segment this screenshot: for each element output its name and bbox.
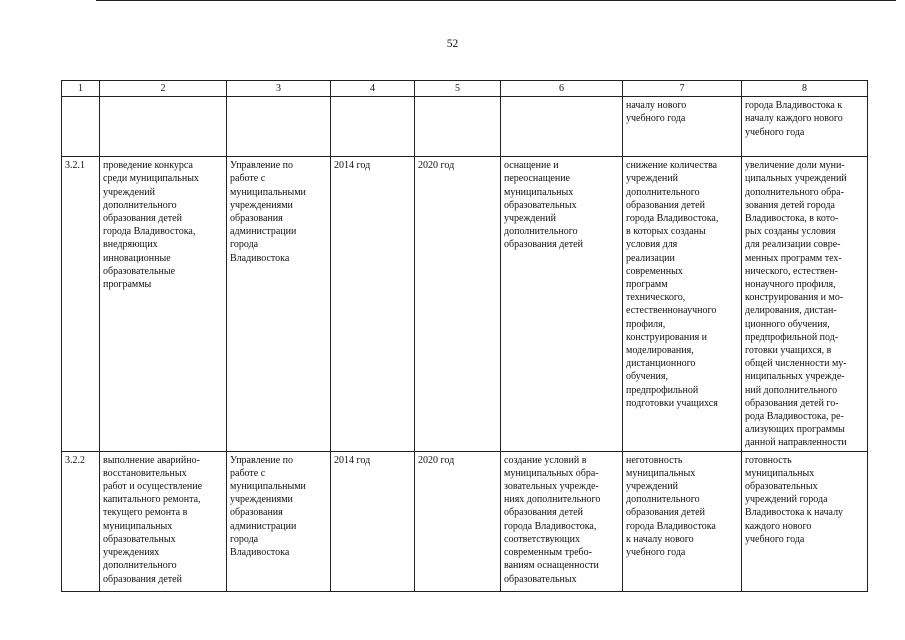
executor-text: Управление по работе с муниципальными учреждениями образования администрации города Владивостока xyxy=(230,160,306,264)
table-cell xyxy=(227,451,331,591)
table-cell xyxy=(623,97,742,157)
table-row xyxy=(62,451,868,591)
table-cell xyxy=(742,97,868,157)
table-cell xyxy=(742,451,868,591)
end-year: 2020 год xyxy=(418,160,455,172)
column-header: 1 xyxy=(62,81,100,97)
indicator-text: города Владивостока к началу каждого нового учебного года xyxy=(745,100,843,138)
table-cell xyxy=(62,451,100,591)
column-header: 7 xyxy=(623,81,742,97)
consequences-text: началу нового учебного года xyxy=(626,100,687,125)
table-cell xyxy=(331,97,415,157)
table-cell xyxy=(501,97,623,157)
end-year: 2020 год xyxy=(418,454,455,466)
column-header: 4 xyxy=(331,81,415,97)
table-cell xyxy=(331,157,415,451)
start-year: 2014 год xyxy=(334,160,371,172)
table-cell xyxy=(415,451,501,591)
result-text: создание условий в муниципальных обра- зовательных учрежде- ниях дополнительного образования детей города Владивостока, соответствующих современным требо- ваниям оснащенности образовательных xyxy=(504,454,601,585)
column-header: 3 xyxy=(227,81,331,97)
row-number: 3.2.2 xyxy=(65,454,85,466)
consequences-text: неготовность муниципальных учреждений дополнительного образования детей города Владивостока к началу нового учебного года xyxy=(626,454,716,559)
table-cell xyxy=(227,157,331,451)
table-cell xyxy=(62,97,100,157)
header-row xyxy=(62,81,868,97)
activity-text: выполнение аварийно- восстановительных работ и осуществление капитального ремонта, текущего ремонта в муниципальных образовательных учреждениях дополнительного образования детей xyxy=(103,454,203,585)
top-rule xyxy=(96,0,896,1)
column-header: 8 xyxy=(742,81,868,97)
table-cell xyxy=(100,97,227,157)
table-cell xyxy=(742,157,868,451)
indicator-text: готовность муниципальных образовательных учреждений города Владивостока к началу каждого нового учебного года xyxy=(745,454,844,545)
column-header: 6 xyxy=(501,81,623,97)
table-cell xyxy=(501,157,623,451)
page-number: 52 xyxy=(446,38,459,50)
table-cell xyxy=(62,157,100,451)
table-cell xyxy=(623,451,742,591)
table-cell xyxy=(415,157,501,451)
consequences-text: снижение количества учреждений дополнительного образования детей города Владивостока, в которых созданы условия для реализации современных программ технического, естественнонаучного профиля, конструирования и моделирования, дистанционного обучения, предпрофильной подготовки учащихся xyxy=(626,160,719,409)
table-cell xyxy=(100,451,227,591)
activity-text: проведение конкурса среди муниципальных учреждений дополнительного образования детей города Владивостока, внедряющих инновационные образовательные программы xyxy=(103,160,199,291)
program-table xyxy=(61,80,868,592)
table-cell xyxy=(227,97,331,157)
indicator-text: увеличение доли муни- ципальных учреждений дополнительного обра- зования детей города Владивостока, в кото- рых созданы условия для реализации совре- менных программ тех- нического, естествен- нонаучного профиля, конструирования и мо- делирования, дистан- ционного обучения, предпрофильной под- готовки учащихся, в общей численности му- ниципальных учрежде- ний дополнительного образования детей го- рода Владивостока, ре- ализующих программы данной направленности xyxy=(745,160,847,449)
table-cell xyxy=(623,157,742,451)
column-header: 2 xyxy=(100,81,227,97)
row-number: 3.2.1 xyxy=(65,160,85,172)
result-text: оснащение и переоснащение муниципальных образовательных учреждений дополнительного образования детей xyxy=(504,160,583,251)
table-cell xyxy=(415,97,501,157)
table-cell xyxy=(331,451,415,591)
start-year: 2014 год xyxy=(334,454,371,466)
table-row xyxy=(62,97,868,157)
column-header: 5 xyxy=(415,81,501,97)
table-row xyxy=(62,157,868,451)
table-cell xyxy=(100,157,227,451)
table-cell xyxy=(501,451,623,591)
executor-text: Управление по работе с муниципальными учреждениями образования администрации города Владивостока xyxy=(230,454,306,559)
